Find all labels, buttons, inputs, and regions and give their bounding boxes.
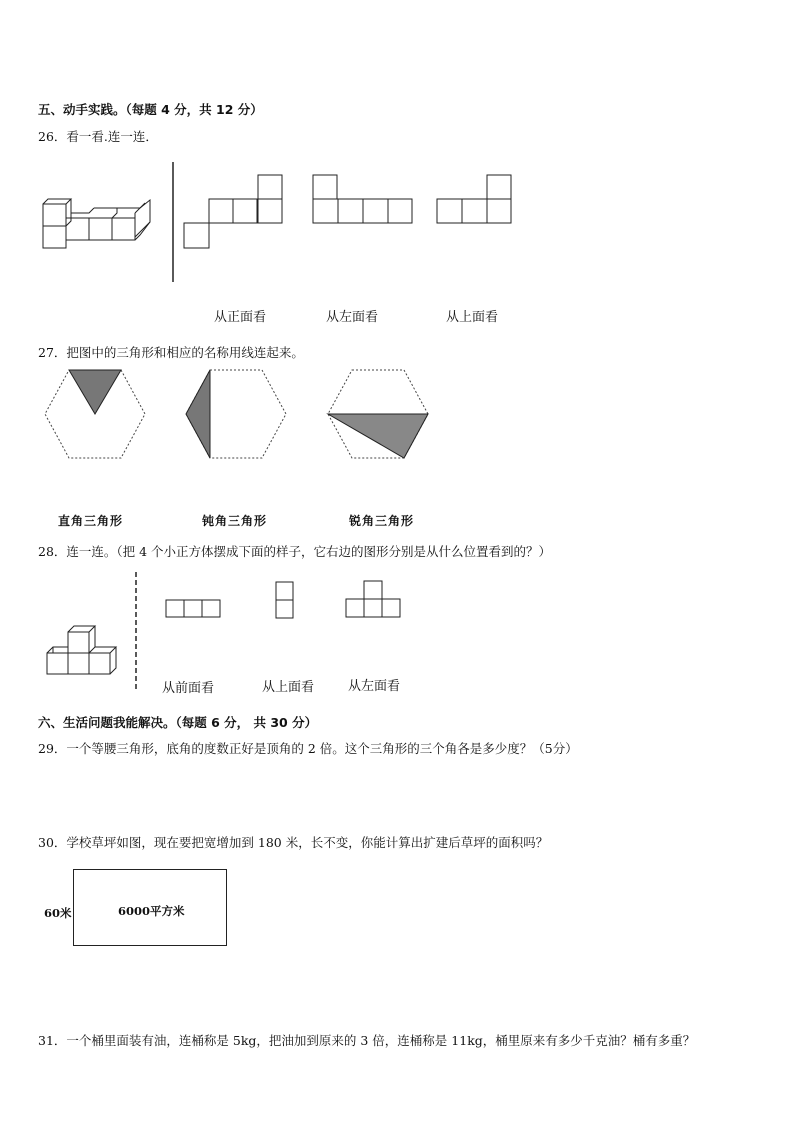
question-31-text: 31．一个桶里面装有油，连桶称是 5kg，把油加到原来的 3 倍，连桶称是 11kg，桶里原来有多少千克油？桶有多重？: [38, 1033, 696, 1048]
question-29-text: 29．一个等腰三角形，底角的度数正好是顶角的 2 倍。这个三角形的三个角各是多少度？（5分）: [38, 741, 578, 756]
q27-label-right-triangle: 直角三角形: [58, 514, 124, 528]
section-6-title: 六、生活问题我能解决。（每题 6 分， 共 30 分）: [38, 715, 318, 730]
question-28-text: 28．连一连。（把 4 个小正方体摆成下面的样子，它右边的图形分别是从什么位置看到的？）: [38, 544, 552, 559]
q28-view-c: [345, 580, 403, 620]
question-26-text: 26．看一看.连一连．: [38, 129, 158, 144]
question-27-text: 27．把图中的三角形和相应的名称用线连起来。: [38, 345, 304, 360]
section-5-title: 五、动手实践。（每题 4 分，共 12 分）: [38, 102, 263, 117]
q28-label-left: 从左面看: [348, 679, 401, 694]
question-30-text: 30．学校草坪如图，现在要把宽增加到 180 米，长不变，你能计算出扩建后草坪的面积吗？: [38, 835, 549, 850]
q27-hexagon-2: [183, 368, 289, 462]
q26-view-a: [183, 174, 284, 250]
q27-label-acute-triangle: 锐角三角形: [349, 514, 415, 528]
q28-view-a: [165, 599, 222, 619]
q27-label-obtuse-triangle: 钝角三角形: [202, 514, 268, 528]
lawn-area-label: 6000平方米: [118, 904, 185, 918]
q26-label-left: 从左面看: [326, 310, 379, 325]
q28-label-front: 从前面看: [162, 681, 215, 696]
q28-label-top: 从上面看: [262, 680, 315, 695]
q28-view-b: [275, 581, 295, 620]
q26-view-c: [436, 174, 514, 226]
q26-cube-figure: [40, 196, 155, 251]
q26-label-top: 从上面看: [446, 310, 499, 325]
q26-view-b: [312, 174, 414, 226]
q28-cube-figure: [44, 618, 126, 678]
q26-divider-line: [172, 162, 174, 282]
lawn-width-label: 60米: [44, 906, 72, 920]
q28-dashed-divider: [135, 572, 137, 690]
q26-label-front: 从正面看: [214, 310, 267, 325]
q27-hexagon-1: [42, 368, 148, 462]
q27-hexagon-3: [325, 368, 431, 462]
